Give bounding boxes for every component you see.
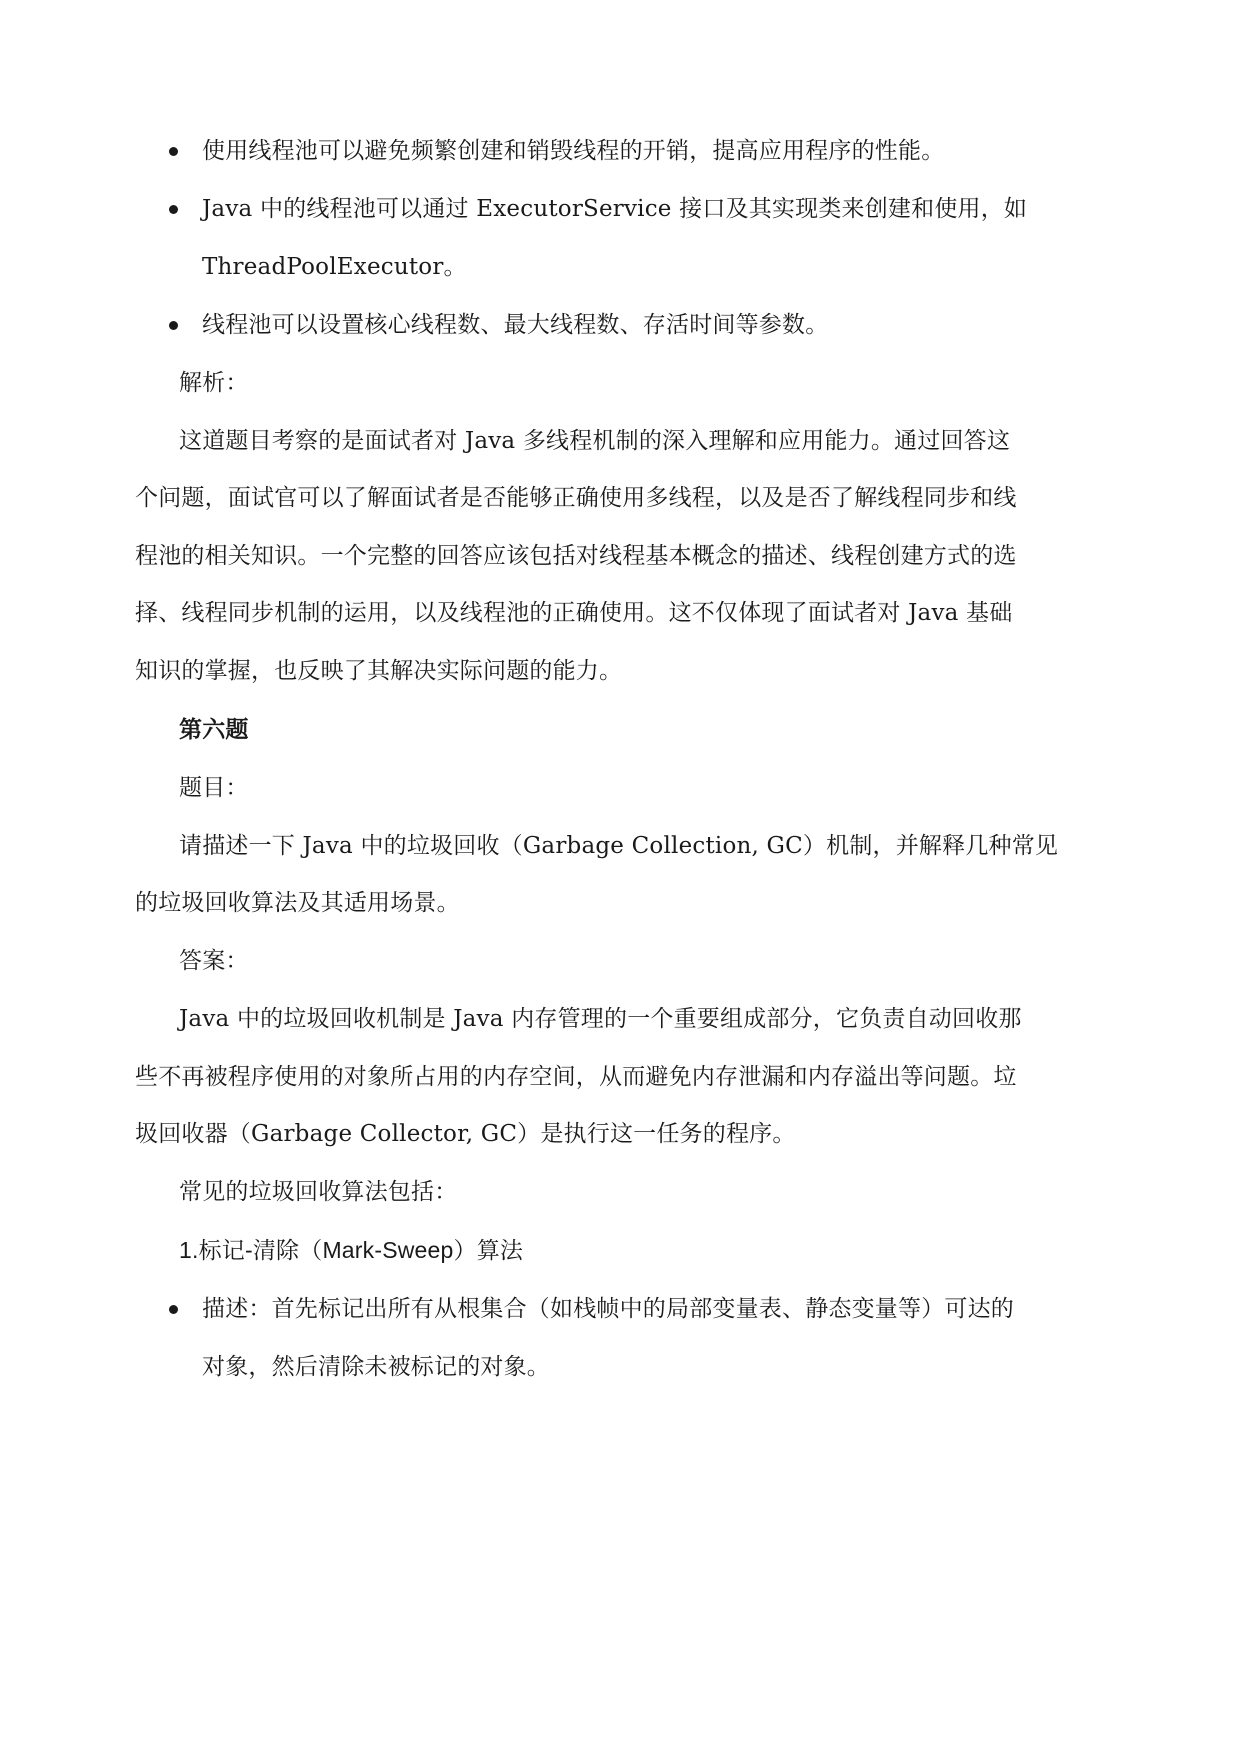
analysis-paragraph-line: 择、线程同步机制的运用，以及线程池的正确使用。这不仅体现了面试者对 Java 基础 [135, 600, 1013, 626]
answer-paragraph-line: 些不再被程序使用的对象所占用的内存空间，从而避免内存泄漏和内存溢出等问题。垃 [135, 1064, 1017, 1090]
bullet-text-continuation: ThreadPoolExecutor。 [202, 254, 467, 280]
algorithms-intro: 常见的垃圾回收算法包括： [179, 1179, 458, 1205]
bullet-dot [169, 147, 178, 156]
analysis-paragraph-line: 程池的相关知识。一个完整的回答应该包括对线程基本概念的描述、线程创建方式的选 [135, 543, 1017, 569]
analysis-paragraph-line: 知识的掌握，也反映了其解决实际问题的能力。 [135, 658, 623, 684]
question-paragraph-line: 的垃圾回收算法及其适用场景。 [135, 890, 460, 916]
bullet-text: Java 中的线程池可以通过 ExecutorService 接口及其实现类来创建和使用，如 [202, 196, 1028, 222]
bullet-dot [169, 321, 178, 330]
bullet-dot [169, 1305, 178, 1314]
answer-label: 答案： [179, 948, 249, 974]
answer-paragraph-line: 圾回收器（Garbage Collector, GC）是执行这一任务的程序。 [135, 1121, 796, 1147]
analysis-label: 解析： [179, 370, 249, 396]
question-label: 题目： [179, 775, 249, 801]
bullet-text: 线程池可以设置核心线程数、最大线程数、存活时间等参数。 [202, 312, 829, 338]
bullet-dot [169, 205, 178, 214]
bullet-text-continuation: 对象，然后清除未被标记的对象。 [202, 1354, 550, 1380]
question-paragraph-line: 请描述一下 Java 中的垃圾回收（Garbage Collection, GC）机制，并解释几种常见 [179, 833, 1059, 859]
bullet-text: 使用线程池可以避免频繁创建和销毁线程的开销，提高应用程序的性能。 [202, 138, 945, 164]
section-title: 第六题 [179, 716, 249, 743]
analysis-paragraph-line: 个问题，面试官可以了解面试者是否能够正确使用多线程，以及是否了解线程同步和线 [135, 485, 1017, 511]
answer-paragraph-line: Java 中的垃圾回收机制是 Java 内存管理的一个重要组成部分，它负责自动回收那 [179, 1006, 1022, 1032]
algorithm-heading: 1.标记-清除（Mark-Sweep）算法 [179, 1237, 524, 1263]
bullet-text: 描述：首先标记出所有从根集合（如栈帧中的局部变量表、静态变量等）可达的 [202, 1296, 1014, 1322]
analysis-paragraph-line: 这道题目考察的是面试者对 Java 多线程机制的深入理解和应用能力。通过回答这 [179, 428, 1011, 454]
